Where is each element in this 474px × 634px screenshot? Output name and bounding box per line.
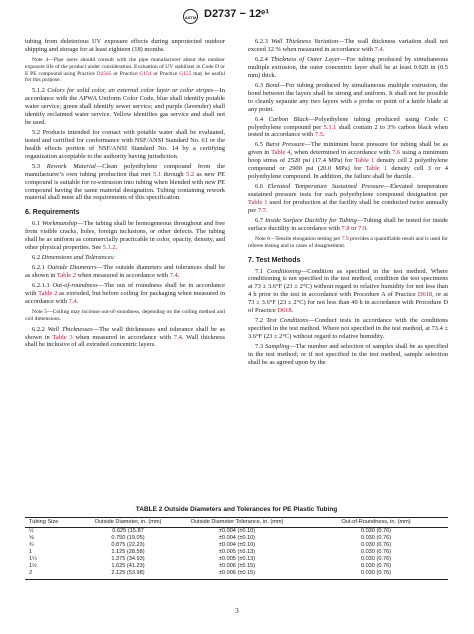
- paragraph-intro: tubing from deleterious UV exposure effects during unprotected outdoor shipping and storage for at least eighteen (18) months.: [25, 38, 225, 53]
- section-6-2-1: 6.2.1 Outside Diameters—The outside diameters and tolerances shall be as shown in Table 2 when measured in accordance with 7.4.: [25, 264, 225, 280]
- ref-g155[interactable]: G155: [179, 70, 192, 77]
- table-row: [25, 528, 448, 536]
- section-7-heading: 7. Test Methods: [248, 256, 301, 264]
- ref-7-7[interactable]: 7.7: [257, 207, 266, 215]
- table-row: [25, 556, 448, 563]
- ref-table-4[interactable]: Table 4: [271, 149, 291, 157]
- section-7-1: 7.1 Conditioning—Condition as specified in the test method. Where conditioning is not specified in the test method, condition the test specimens at 73 ± 3.6°F (23 ± 2°C) without regard to relative humidity for not less than 4 h prior to the test in accordance with Procedure A of Practice D618, or at 73 ± 3.6°F (23 ± 2°C) for not less than 40 h in accordance with Procedure D of Practice D618.: [248, 267, 449, 315]
- header-out-of-roundness: Out-of-Roundness, in. (mm): [304, 518, 448, 528]
- section-6-2-4: 6.2.4 Thickness of Outer Layer—For tubing produced by simultaneous multiple extrusion, the outer concentric layer shall be at least 0.020 in (0.5 mm) thick.: [248, 55, 448, 79]
- cell-size: 1: [29, 549, 33, 555]
- cell-size: ¾: [29, 542, 34, 548]
- section-6-1: 6.1 Workmanship—The tubing shall be homogeneous throughout and free from visible cracks, holes, foreign inclusions, or other defects. The tubing shall be as uniform as commercially practicable in color, opacity, density, and other physical properties. See 5.1.2.: [25, 220, 225, 252]
- ref-7-4[interactable]: 7.4: [374, 45, 383, 53]
- section-6-6: 6.6 Elevated Temperature Sustained Pressure—Elevated temperature sustained pressure tests for each polyethylene compound designation per Table 1 used for production at the facility shall be conducted twice annually per 7.7.: [248, 183, 449, 215]
- ref-5-2[interactable]: 5.2: [186, 170, 195, 178]
- cell-diameter: 0.625 (15.87: [112, 528, 144, 534]
- ref-5-1[interactable]: 5.1: [153, 170, 162, 178]
- cell-size: ½: [29, 528, 34, 534]
- table-header-row: [25, 518, 448, 528]
- ref-d618[interactable]: D618: [277, 307, 292, 315]
- ref-table-2[interactable]: Table 2: [56, 272, 76, 280]
- cell-tolerance: ±0.006 (±0.15): [218, 563, 256, 569]
- section-5-2: 5.2 Products intended for contact with potable water shall be evaluated, tested and certified for conformance with NSF/ANSI Standard No. 61 or the health effects portion of NSF/ANSI Standard No. 14 by a certifying organization acceptable to the authority having jurisdiction.: [25, 128, 225, 160]
- cell-diameter: 0.875 (22.23): [111, 542, 145, 548]
- table-row: [25, 549, 448, 556]
- page-header: [0, 4, 474, 26]
- cell-tolerance: ±0.005 (±0.13): [218, 549, 256, 555]
- ref-7-4[interactable]: 7.4: [68, 298, 77, 306]
- ref-d618[interactable]: D618: [417, 291, 433, 299]
- ref-table-1[interactable]: Table 1: [365, 165, 388, 173]
- standard-designation: D2737 − 12ᵉ¹: [204, 8, 269, 20]
- table-row: [25, 542, 448, 549]
- cell-out-of-roundness: 0.030 (0.76): [360, 563, 392, 569]
- cell-out-of-roundness: 0.030 (0.76): [360, 542, 392, 548]
- header-outside-diameter: Outside Diameter, in. (mm): [86, 518, 170, 528]
- cell-out-of-roundness: 0.030 (0.76): [360, 556, 392, 562]
- cell-tolerance: ±0.004 (±0.10): [218, 528, 256, 534]
- cell-tolerance: ±0.006 (±0.15): [170, 570, 304, 580]
- cell-out-of-roundness: 0.030 (0.76): [304, 570, 448, 580]
- section-5-3: 5.3 Rework Material—Clean polyethylene compound from the manufacturer’s own tubing production that met 5.1 through 5.2 as new PE compound is suitable for re-extrusion into tubing when blended with new PE compound having the same material designation. Tubing containing rework material shall meet all the requirements of this specification.: [25, 162, 225, 202]
- ref-d2565[interactable]: D2565: [96, 70, 112, 77]
- cell-diameter: 1.625 (41.23): [111, 563, 145, 569]
- right-column: [248, 38, 448, 369]
- page-number: 3: [235, 607, 239, 615]
- section-5-1-2: 5.1.2 Colors for solid color, an external color layer or color stripes—In accordance with the APWA Uniform Color Code, blue shall identify potable water service; green shall identify sewer service; and purple (lavender) shall identify reclaimed water service. Yellow identifies gas service and shall not be used.: [25, 87, 225, 126]
- ref-table-2[interactable]: Table 2: [38, 290, 58, 298]
- section-6-3: 6.3 Bond—For tubing produced by simultaneous multiple extrusion, the bond between the layers shall be strong and uniform. It shall not be possible to cleanly separate any two layers with a probe or point of a knife blade at any point.: [248, 81, 449, 113]
- note-4: Note 4—Pipe users should consult with the pipe manufacturer about the outdoor exposure life of the product under consideration. Evaluation of UV stabilizer in Code D or E PE compound using Practice D2565 or Practice G154 or Practice G155 may be useful for this purpose.: [25, 56, 226, 84]
- cell-diameter: 1.375 (34.93): [111, 556, 145, 562]
- cell-size: 1½: [29, 563, 37, 569]
- table-row: [25, 570, 448, 580]
- table-2: [25, 506, 448, 580]
- ref-table-1[interactable]: Table 1: [354, 157, 375, 165]
- section-6-7: 6.7 Inside Surface Ductility for Tubing—Tubing shall be tested for inside surface ductility in accordance with 7.8 or 7.9.: [248, 217, 448, 232]
- note-5: Note 5—Coiling may increase out-of-roundness, depending on the coiling method and coil dimensions.: [25, 308, 225, 322]
- section-6-2-2: 6.2.2 Wall Thicknesses—The wall thicknesses and tolerance shall be as shown in Table 3 when measured in accordance with 7.4. Wall thickness shall be inclusive of all extruded concentric layers.: [25, 325, 225, 349]
- ref-7-9[interactable]: 7.9: [358, 224, 367, 232]
- cell-size: 1¼: [29, 556, 37, 562]
- header-tubing-size: Tubing Size: [25, 518, 86, 528]
- ref-7-9[interactable]: 7.9: [341, 235, 349, 242]
- cell-out-of-roundness: 0.030 (0.76): [360, 535, 392, 541]
- cell-size: 2: [25, 570, 86, 580]
- section-6-2-3: 6.2.3 Wall Thickness Variation—The wall thickness variation shall not exceed 12 % when measured in accordance with 7.4.: [248, 38, 448, 53]
- ref-7-6[interactable]: 7.6: [392, 149, 401, 157]
- section-7-3: 7.3 Sampling—The number and selection of samples shall be as specified in the test method; or if not specified in the test method, sample selection shall be as agreed upon by the: [248, 343, 448, 366]
- section-6-heading: 6. Requirements: [25, 209, 80, 217]
- section-6-2-1-1: 6.2.1.1 Out-of-roundness—The out of roundness shall be in accordance with Table 2 as extruded, but before coiling for packaging when measured in accordance with 7.4.: [25, 282, 226, 306]
- ref-g154[interactable]: G154: [139, 70, 152, 77]
- cell-diameter: 2.125 (53.98): [86, 570, 170, 580]
- left-column: [25, 38, 225, 351]
- table-row: [25, 563, 448, 570]
- ref-7-8[interactable]: 7.8: [341, 224, 350, 232]
- ref-7-4[interactable]: 7.4: [173, 333, 182, 341]
- cell-tolerance: ±0.004 (±0.10): [218, 542, 256, 548]
- ref-5-1-2[interactable]: 5.1.2: [102, 244, 116, 252]
- section-6-5: 6.5 Burst Pressure—The minimum burst pressure for tubing shall be as given in Table 4, when determined in accordance with 7.6 using a minimum hoop stress of 2520 psi (17.4 MPa) for Table 1 density cell 2 polyethylene compound or 2900 psi (20.0 MPa) for Table 1 density cell 3 or 4 polyethylene compound. In addition, the failure shall be ductile.: [248, 141, 449, 181]
- cell-out-of-roundness: 0.030 (0.76): [360, 528, 392, 534]
- ref-7-4[interactable]: 7.4: [169, 272, 178, 280]
- astm-logo: ASTM: [183, 9, 198, 24]
- cell-diameter: 1.125 (28.58): [111, 549, 145, 555]
- section-6-2: 6.2 Dimensions and Tolerances:: [32, 254, 116, 262]
- ref-table-1[interactable]: Table 1: [248, 199, 268, 207]
- ref-7-5[interactable]: 7.5: [314, 131, 323, 139]
- header-tolerance: Outside Diameter Tolerance, in. (mm): [170, 518, 304, 528]
- table-row: [25, 535, 448, 542]
- section-7-2: 7.2 Test Conditions—Conduct tests in accordance with the conditions specified in the test method. Where not specified in the test method, at 73.4 ± 3.6°F (23 ± 2°C) without regard to relative humidity.: [248, 317, 449, 341]
- cell-size: ⅝: [29, 535, 34, 541]
- ref-table-3[interactable]: Table 3: [52, 333, 73, 341]
- note-6: Note 6—Tensile elongation testing per 7.9 provides a quantifiable result and is used for referee testing and in cases of disagreement.: [248, 235, 448, 249]
- ref-5-1-1[interactable]: 5.1.1: [323, 123, 337, 131]
- cell-out-of-roundness: 0.030 (0.76): [360, 549, 392, 555]
- cell-diameter: 0.750 (19.05): [111, 535, 145, 541]
- table-2-title: TABLE 2 Outside Diameters and Tolerances for PE Plastic Tubing: [135, 506, 338, 513]
- section-6-4: 6.4 Carbon Black—Polyethylene tubing produced using Code C polyethylene compound per 5.1.1 shall contain 2 to 3% carbon black when tested in accordance with 7.5.: [248, 115, 449, 139]
- cell-tolerance: ±0.004 (±0.10): [218, 535, 256, 541]
- table-2-grid: [25, 517, 448, 580]
- cell-tolerance: ±0.005 (±0.13): [218, 556, 256, 562]
